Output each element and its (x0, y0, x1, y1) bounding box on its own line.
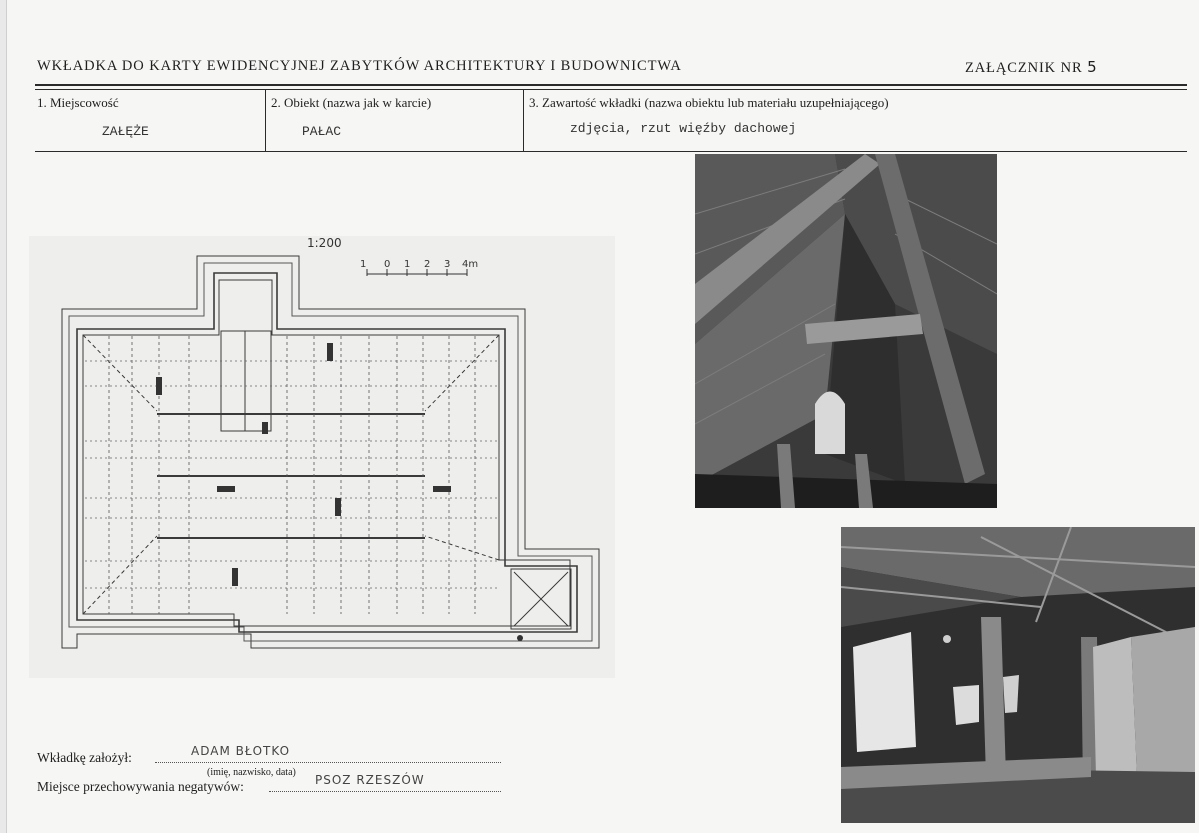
annex-label-text: ZAŁĄCZNIK NR (965, 60, 1083, 76)
contents-value: zdjęcia, rzut więźby dachowej (570, 121, 797, 136)
annex-number: 5 (1087, 58, 1098, 76)
field-divider-1 (265, 89, 266, 151)
author-hint: (imię, nazwisko, data) (207, 767, 296, 778)
plan-drawing (29, 236, 615, 678)
scale-tick-4m: 4m (462, 259, 479, 270)
scale-tick-2: 2 (424, 259, 431, 270)
author-value: ADAM BŁOTKO (191, 744, 291, 758)
scale-tick-3: 3 (444, 259, 451, 270)
scale-tick-1a: 1 (360, 259, 367, 270)
storage-dotted-line (269, 791, 501, 792)
field-divider-2 (523, 89, 524, 151)
locality-value: ZAŁĘŻE (102, 124, 149, 139)
header-rule-top (35, 84, 1187, 86)
photo-roof-interior-image (695, 154, 997, 508)
locality-label: 1. Miejscowość (37, 95, 119, 110)
scale-tick-0: 0 (384, 259, 391, 270)
photo-attic-laundry (841, 527, 1195, 823)
roof-truss-plan (29, 236, 615, 678)
storage-label: Miejsce przechowywania negatywów: (37, 779, 244, 794)
contents-label: 3. Zawartość wkładki (nazwa obiektu lub materiału uzupełniającego) (529, 95, 889, 110)
object-label: 2. Obiekt (nazwa jak w karcie) (271, 95, 432, 110)
header-rule-inner (35, 89, 1187, 90)
author-dotted-line (155, 762, 501, 763)
photo-roof-interior (695, 154, 997, 508)
author-label: Wkładkę założył: (37, 750, 132, 765)
form-title: WKŁADKA DO KARTY EWIDENCYJNEJ ZABYTKÓW ARCHITEKTURY I BUDOWNICTWA (37, 58, 682, 74)
object-value: PAŁAC (302, 124, 342, 139)
fields-rule-bottom (35, 151, 1187, 152)
insert-sheet (6, 0, 1199, 833)
scale-tick-1: 1 (404, 259, 411, 270)
storage-value: PSOZ RZESZÓW (315, 773, 425, 787)
annex-label (965, 58, 1098, 77)
photo-attic-laundry-image (841, 527, 1195, 823)
plan-scale-label: 1:200 (307, 236, 342, 250)
